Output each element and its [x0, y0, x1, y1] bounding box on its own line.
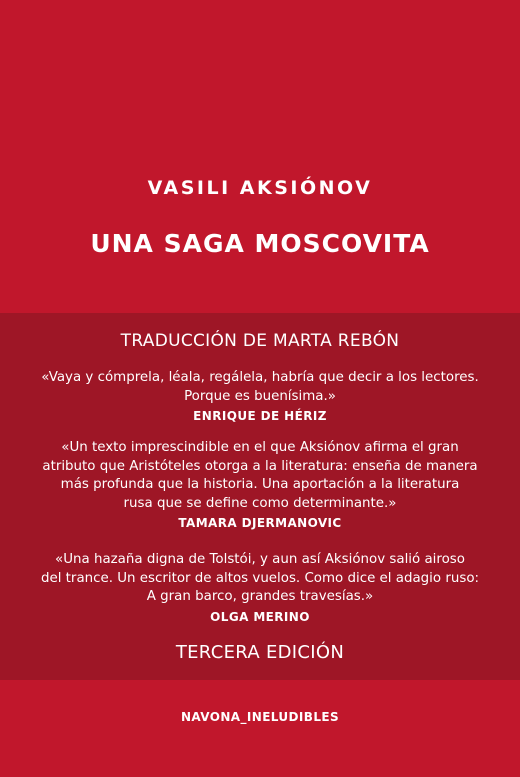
translator-credit: TRADUCCIÓN DE MARTA REBÓN — [120, 331, 400, 351]
author-name: VASILI AKSIÓNOV — [147, 177, 373, 199]
review-quote — [0, 551, 520, 627]
review-quote — [0, 439, 520, 533]
quote-line: más profunda que la historia. Una aportación a la literatura — [60, 477, 460, 492]
book-title: UNA SAGA MOSCOVITA — [90, 229, 430, 258]
quote-line: rusa que se define como determinante.» — [123, 495, 397, 511]
quote-line: «Una hazaña digna de Tolstói, y aun así Aksiónov salió airoso — [55, 552, 465, 567]
quote-source: TAMARA DJERMANOVIC — [178, 516, 342, 530]
quote-line: del trance. Un escritor de altos vuelos. Como dice el adagio ruso: — [40, 570, 480, 586]
quote-source: OLGA MERINO — [210, 609, 310, 624]
quote-line: atributo que Aristóteles otorga a la literatura: enseña de manera — [42, 458, 478, 474]
quote-line: A gran barco, grandes travesías.» — [146, 589, 374, 604]
quote-line: «Vaya y cómprela, léala, regálela, habría que decir a los lectores. — [41, 370, 479, 385]
quote-line: Porque es buenísima.» — [184, 388, 336, 404]
collection-name: NAVONA_INELUDIBLES — [180, 710, 340, 724]
edition-label: TERCERA EDICIÓN — [175, 642, 345, 663]
quote-source: ENRIQUE DE HÉRIZ — [193, 409, 327, 423]
quote-line: «Un texto imprescindible en el que Aksiónov afirma el gran — [61, 440, 459, 455]
review-quote — [0, 369, 520, 426]
